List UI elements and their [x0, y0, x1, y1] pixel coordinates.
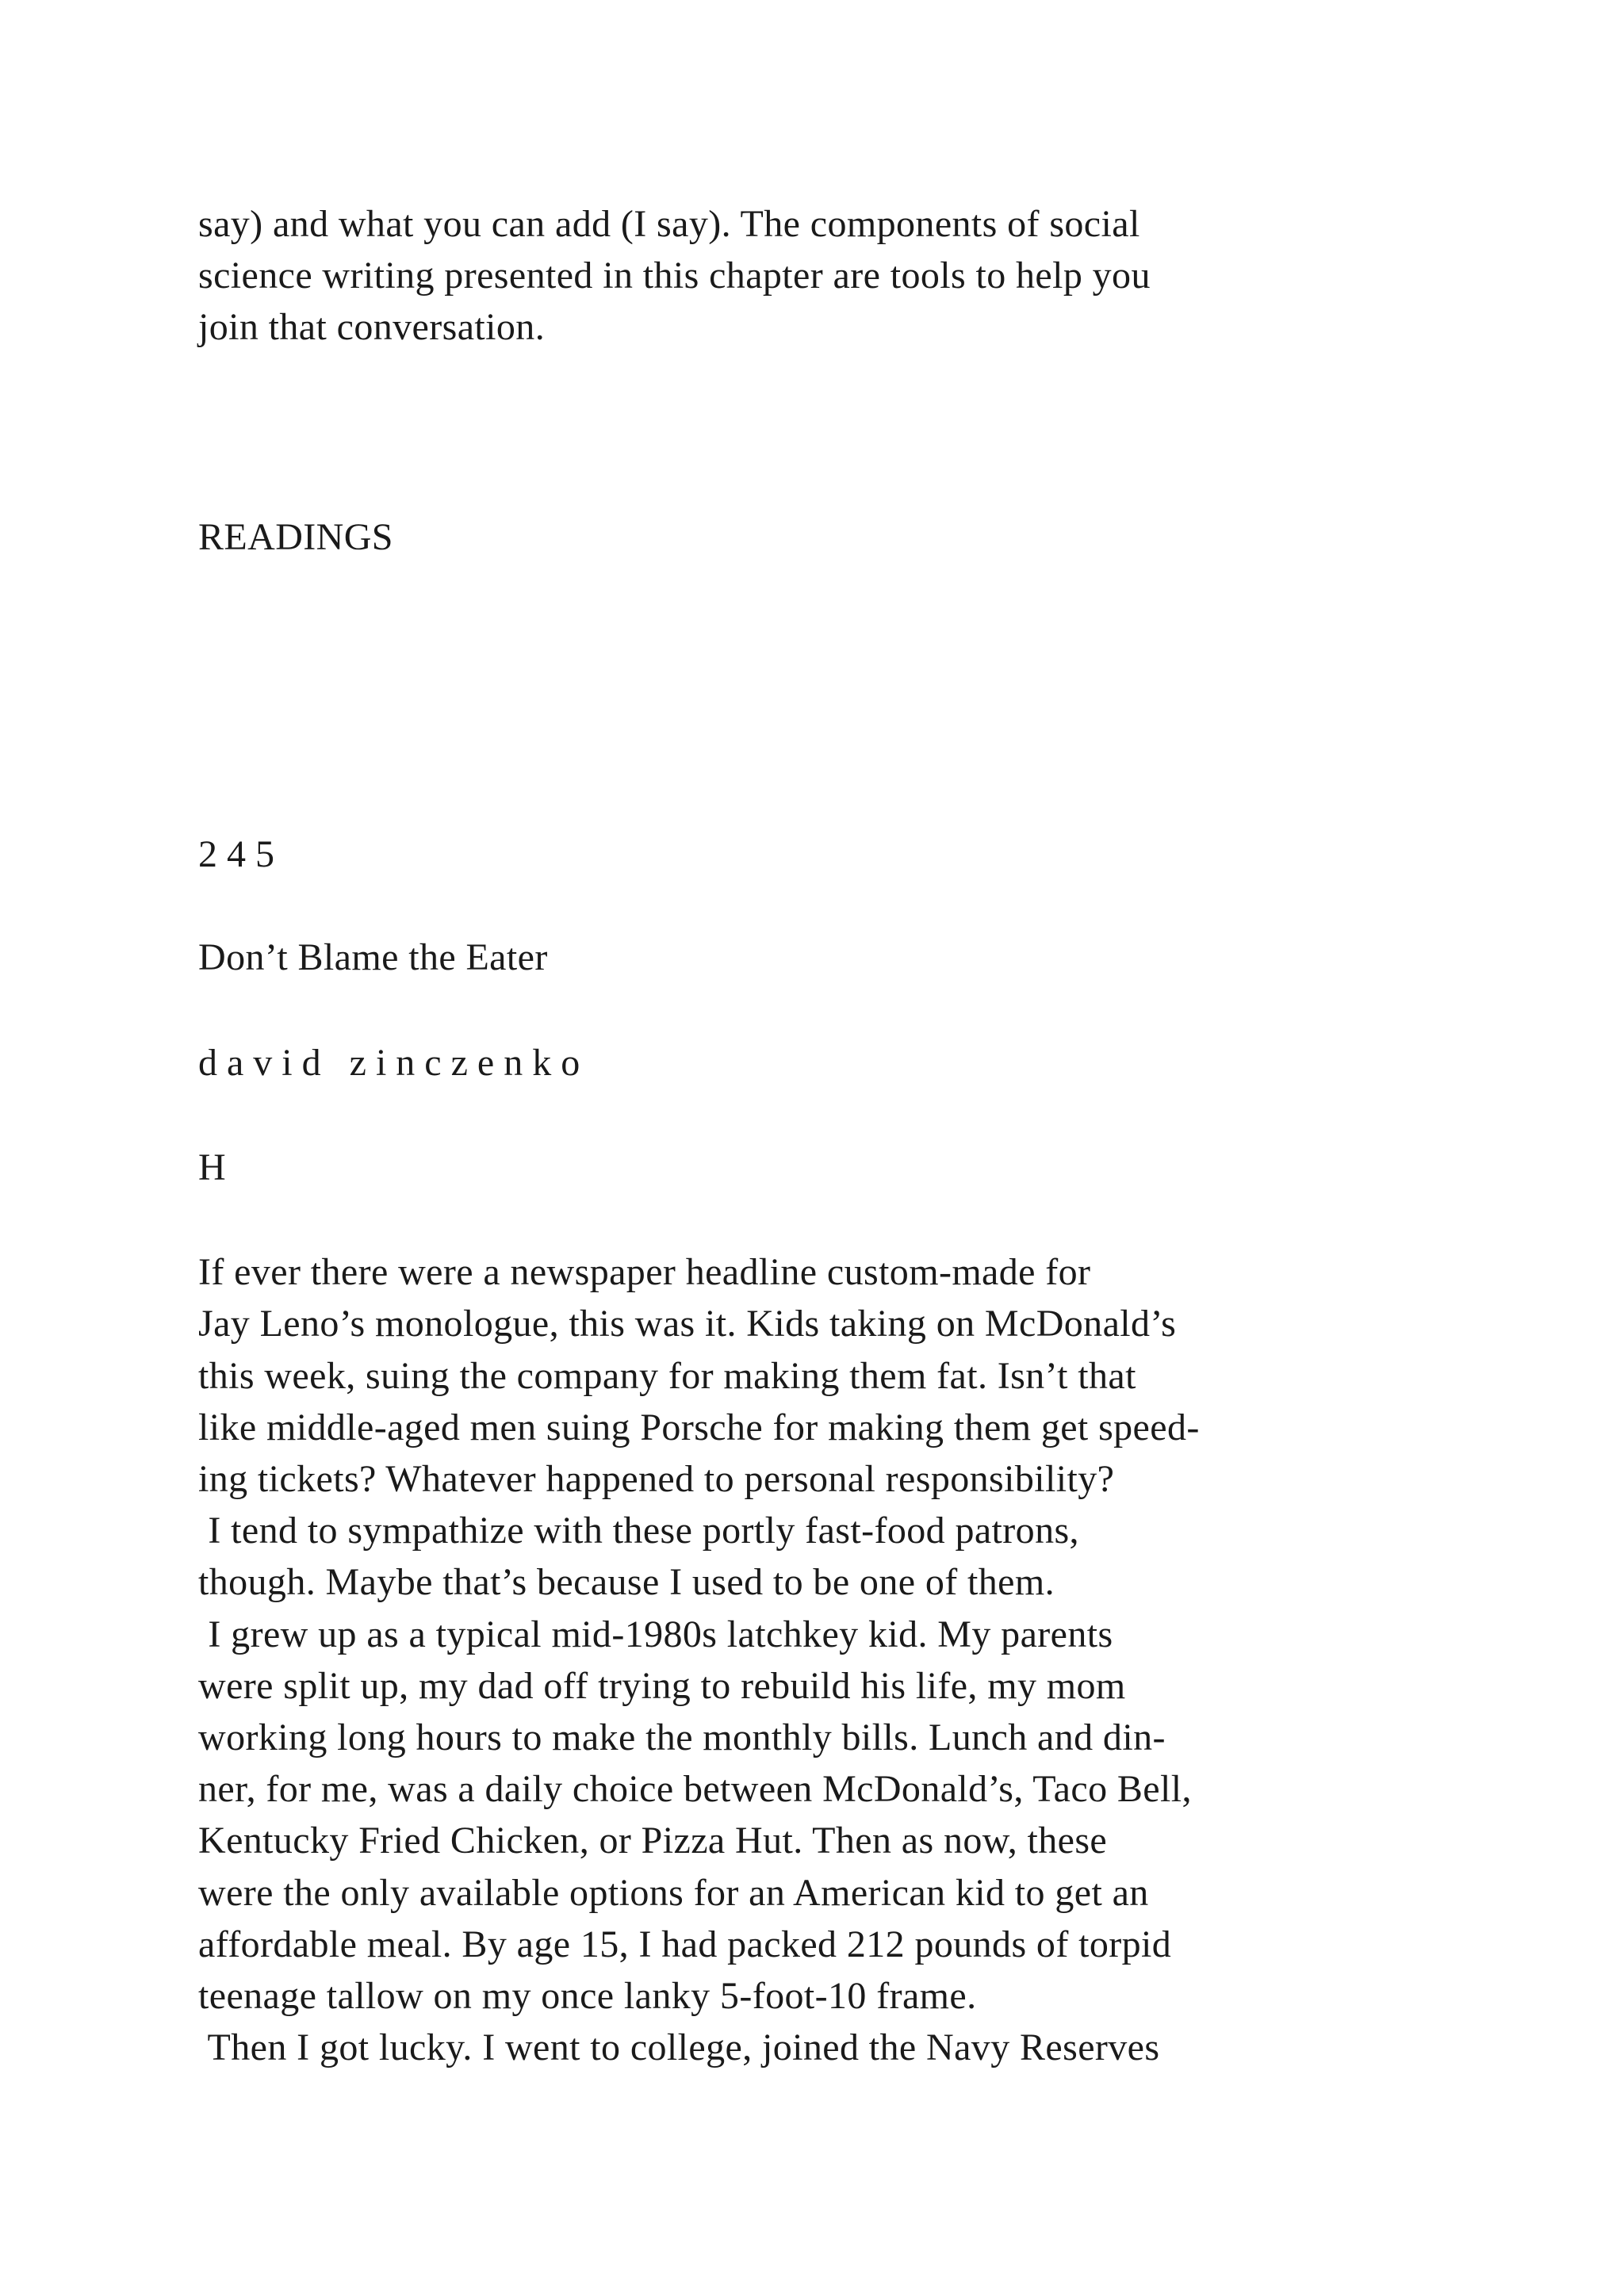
body-line: Then I got lucky. I went to college, joined the Navy Reserves: [198, 2026, 1160, 2068]
article-author: d a v i d z i n c z e n k o: [198, 1042, 580, 1084]
drop-cap: H: [198, 1146, 227, 1188]
body-line: affordable meal. By age 15, I had packed 212 pounds of torpid: [198, 1923, 1172, 1965]
section-heading: READINGS: [198, 516, 393, 558]
body-line: I grew up as a typical mid-1980s latchkey kid. My parents: [198, 1613, 1113, 1655]
body-line: Kentucky Fried Chicken, or Pizza Hut. Then as now, these: [198, 1820, 1108, 1862]
page-number: 2 4 5: [198, 833, 274, 875]
body-line: ner, for me, was a daily choice between McDonald’s, Taco Bell,: [198, 1768, 1192, 1810]
article-title: Don’t Blame the Eater: [198, 936, 548, 978]
body-line: teenage tallow on my once lanky 5-foot-10 frame.: [198, 1975, 977, 2017]
body-line: I tend to sympathize with these portly fast-food patrons,: [198, 1510, 1079, 1552]
body-line: though. Maybe that’s because I used to be one of them.: [198, 1561, 1055, 1603]
body-line: were split up, my dad off trying to rebuild his life, my mom: [198, 1665, 1126, 1707]
body-line: ing tickets? Whatever happened to personal responsibility?: [198, 1458, 1115, 1500]
body-line: this week, suing the company for making them fat. Isn’t that: [198, 1355, 1136, 1397]
intro-line: join that conversation.: [198, 306, 546, 348]
body-line: If ever there were a newspaper headline custom-made for: [198, 1251, 1091, 1293]
intro-line: science writing presented in this chapter are tools to help you: [198, 254, 1151, 297]
intro-line: say) and what you can add (I say). The components of social: [198, 203, 1140, 245]
body-line: working long hours to make the monthly bills. Lunch and din-: [198, 1716, 1166, 1758]
body-line: like middle-aged men suing Porsche for making them get speed-: [198, 1406, 1200, 1448]
body-line: Jay Leno’s monologue, this was it. Kids taking on McDonald’s: [198, 1303, 1177, 1345]
body-line: were the only available options for an American kid to get an: [198, 1872, 1149, 1914]
